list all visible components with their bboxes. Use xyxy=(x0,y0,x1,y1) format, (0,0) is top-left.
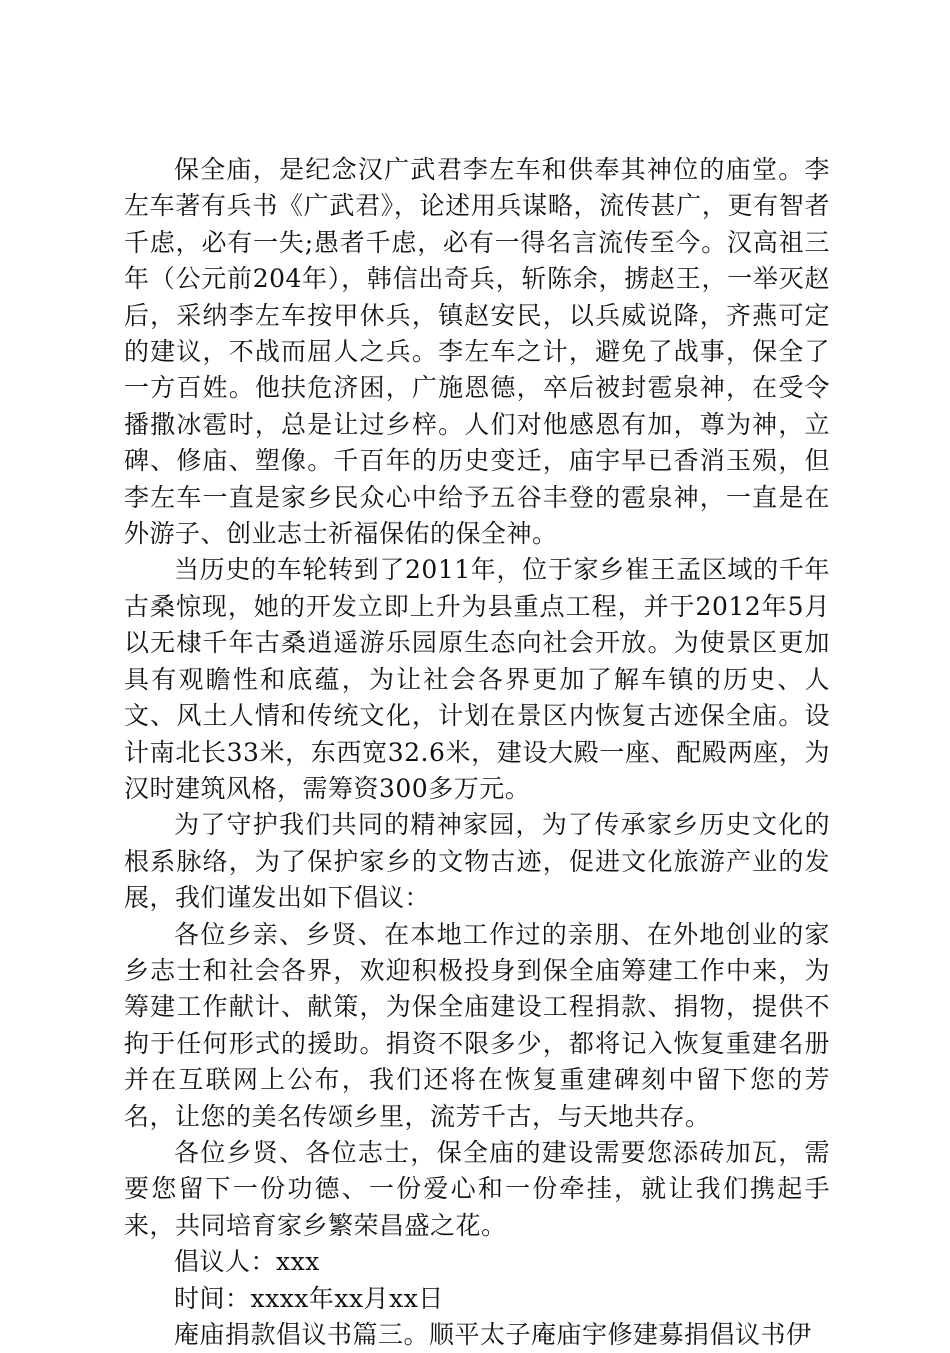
paragraph-initiative-intro: 为了守护我们共同的精神家园，为了传承家乡历史文化的根系脉络，为了保护家乡的文物古迹，促进文化旅游产业的发展，我们谨发出如下倡议： xyxy=(124,810,830,913)
document-body xyxy=(124,152,830,1353)
paragraph-ancient-mulberry-project: 当历史的车轮转到了2011年，位于家乡崔王孟区域的千年古桑惊现，她的开发立即上升为县重点工程，并于2012年5月以无棣千年古桑逍遥游乐园原生态向社会开放。为使景区更加具有观瞻性和底蕴，为让社会各界更加了解车镇的历史、人文、风土人情和传统文化，计划在景区内恢复古迹保全庙。设计南北长33米，东西宽32.6米，建设大殿一座、配殿两座，为汉时建筑风格，需筹资300多万元。 xyxy=(124,555,830,803)
date-line: 时间：xxxx年xx月xx日 xyxy=(174,1283,444,1313)
next-section-line: 庵庙捐款倡议书篇三。顺平太子庵庙宇修建募捐倡议书伊 xyxy=(174,1320,812,1349)
initiator-line: 倡议人：xxx xyxy=(174,1247,320,1277)
paragraph-call-for-donations: 各位乡亲、乡贤、在本地工作过的亲朋、在外地创业的家乡志士和社会各界，欢迎积极投身到保全庙筹建工作中来，为筹建工作献计、献策，为保全庙建设工程捐款、捐物，提供不拘于任何形式的援助。捐资不限多少，都将记入恢复重建名册并在互联网上公布，我们还将在恢复重建碑刻中留下您的芳名，让您的美名传颂乡里，流芳千古，与天地共存。 xyxy=(124,919,830,1131)
paragraph-closing-appeal: 各位乡贤、各位志士，保全庙的建设需要您添砖加瓦，需要您留下一份功德、一份爱心和一份牵挂，就让我们携起手来，共同培育家乡繁荣昌盛之花。 xyxy=(124,1137,830,1240)
paragraph-baoquan-temple-history: 保全庙，是纪念汉广武君李左车和供奉其神位的庙堂。李左车著有兵书《广武君》，论述用兵谋略，流传甚广，更有智者千虑，必有一失;愚者千虑，必有一得名言流传至今。汉高祖三年（公元前204年），韩信出奇兵，斩陈余，掳赵王，一举灭赵后，采纳李左车按甲休兵，镇赵安民，以兵威说降，齐燕可定的建议，不战而屈人之兵。李左车之计，避免了战事，保全了一方百姓。他扶危济困，广施恩德，卒后被封雹泉神，在受令播撒冰雹时，总是让过乡梓。人们对他感恩有加，尊为神，立碑、修庙、塑像。千百年的历史变迁，庙宇早已香消玉殒，但李左车一直是家乡民众心中给予五谷丰登的雹泉神，一直是在外游子、创业志士祈福保佑的保全神。 xyxy=(124,155,830,549)
